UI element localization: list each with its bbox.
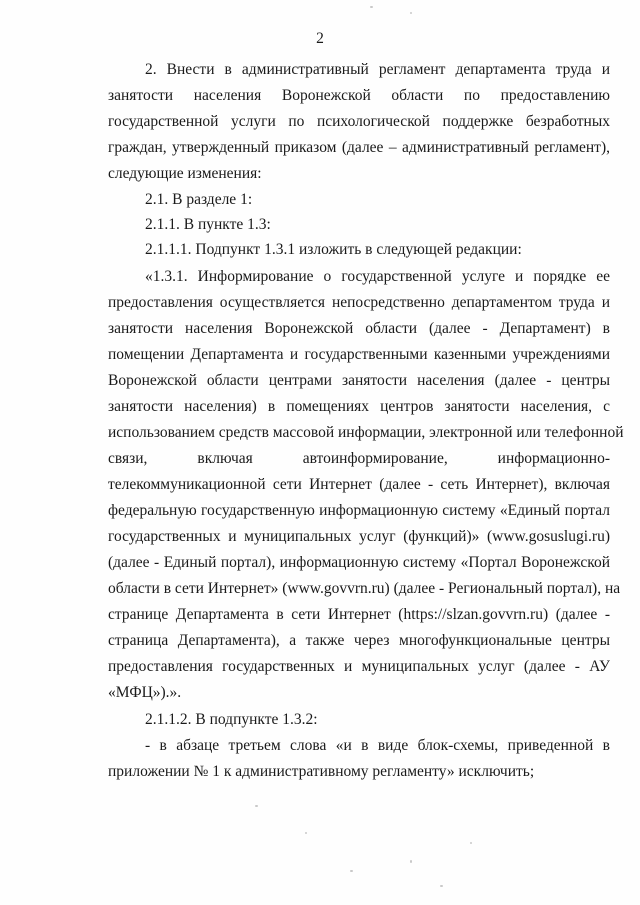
paragraph-line: области в сети Интернет» (www.govvrn.ru) (далее - Региональный портал), на (108, 580, 621, 597)
scan-speck (305, 832, 307, 834)
paragraph-line: телекоммуникационной сети Интернет (далее - сеть Интернет), включая (108, 476, 610, 493)
section-heading: 2.1.1. В пункте 1.3: (145, 216, 271, 233)
paragraph-line: Воронежской области центрами занятости населения (далее - центры (108, 372, 610, 389)
paragraph-line: занятости населения Воронежской области по предоставлению (108, 87, 610, 104)
section-heading: 2.1.1.1. Подпункт 1.3.1 изложить в следующей редакции: (145, 241, 522, 258)
scan-speck (470, 842, 472, 844)
paragraph-line: - в абзаце третьем слова «и в виде блок-схемы, приведенной в (145, 737, 610, 754)
paragraph-line: государственных и муниципальных услуг (функций)» (www.gosuslugi.ru) (108, 528, 610, 545)
scan-speck (255, 805, 258, 807)
paragraph-line: государственной услуги по психологической поддержке безработных (108, 113, 610, 130)
paragraph-line: занятости населения Воронежской области (далее - Департамент) в (108, 320, 610, 337)
paragraph-line: «МФЦ»).». (108, 684, 182, 701)
paragraph-line: приложении № 1 к административному регламенту» исключить; (108, 763, 535, 780)
paragraph-line: 2. Внести в административный регламент департамента труда и (145, 61, 610, 78)
section-heading: 2.1.1.2. В подпункте 1.3.2: (145, 711, 318, 728)
paragraph-line: федеральную государственную информационную систему «Единый портал (108, 502, 610, 519)
paragraph-line: помещении Департамента и государственными казенными учреждениями (108, 346, 610, 363)
paragraph-line: использованием средств массовой информации, электронной или телефонной (108, 424, 624, 441)
paragraph-line: следующие изменения: (108, 165, 262, 182)
paragraph-line: связи, включая автоинформирование, информационно- (108, 450, 610, 467)
scan-speck (440, 885, 443, 887)
scan-speck (410, 860, 412, 863)
paragraph-line: предоставления государственных и муниципальных услуг (далее - АУ (108, 658, 610, 675)
page-number: 2 (316, 30, 324, 47)
paragraph-line: предоставления осуществляется непосредственно департаментом труда и (108, 294, 610, 311)
paragraph-line: граждан, утвержденный приказом (далее – административный регламент), (108, 139, 610, 156)
section-heading: 2.1. В разделе 1: (145, 191, 253, 208)
paragraph-line: страница Департамента), а также через многофункциональные центры (108, 632, 610, 649)
paragraph-line: занятости населения) в помещениях центров занятости населения, с (108, 398, 610, 415)
scan-speck (410, 12, 412, 14)
paragraph-line: «1.3.1. Информирование о государственной услуге и порядке ее (145, 268, 610, 285)
scan-speck (350, 870, 353, 872)
paragraph-line: странице Департамента в сети Интернет (https://slzan.govvrn.ru) (далее - (108, 606, 610, 623)
paragraph-line: (далее - Единый портал), информационную систему «Портал Воронежской (108, 554, 610, 571)
scan-speck (370, 6, 373, 8)
